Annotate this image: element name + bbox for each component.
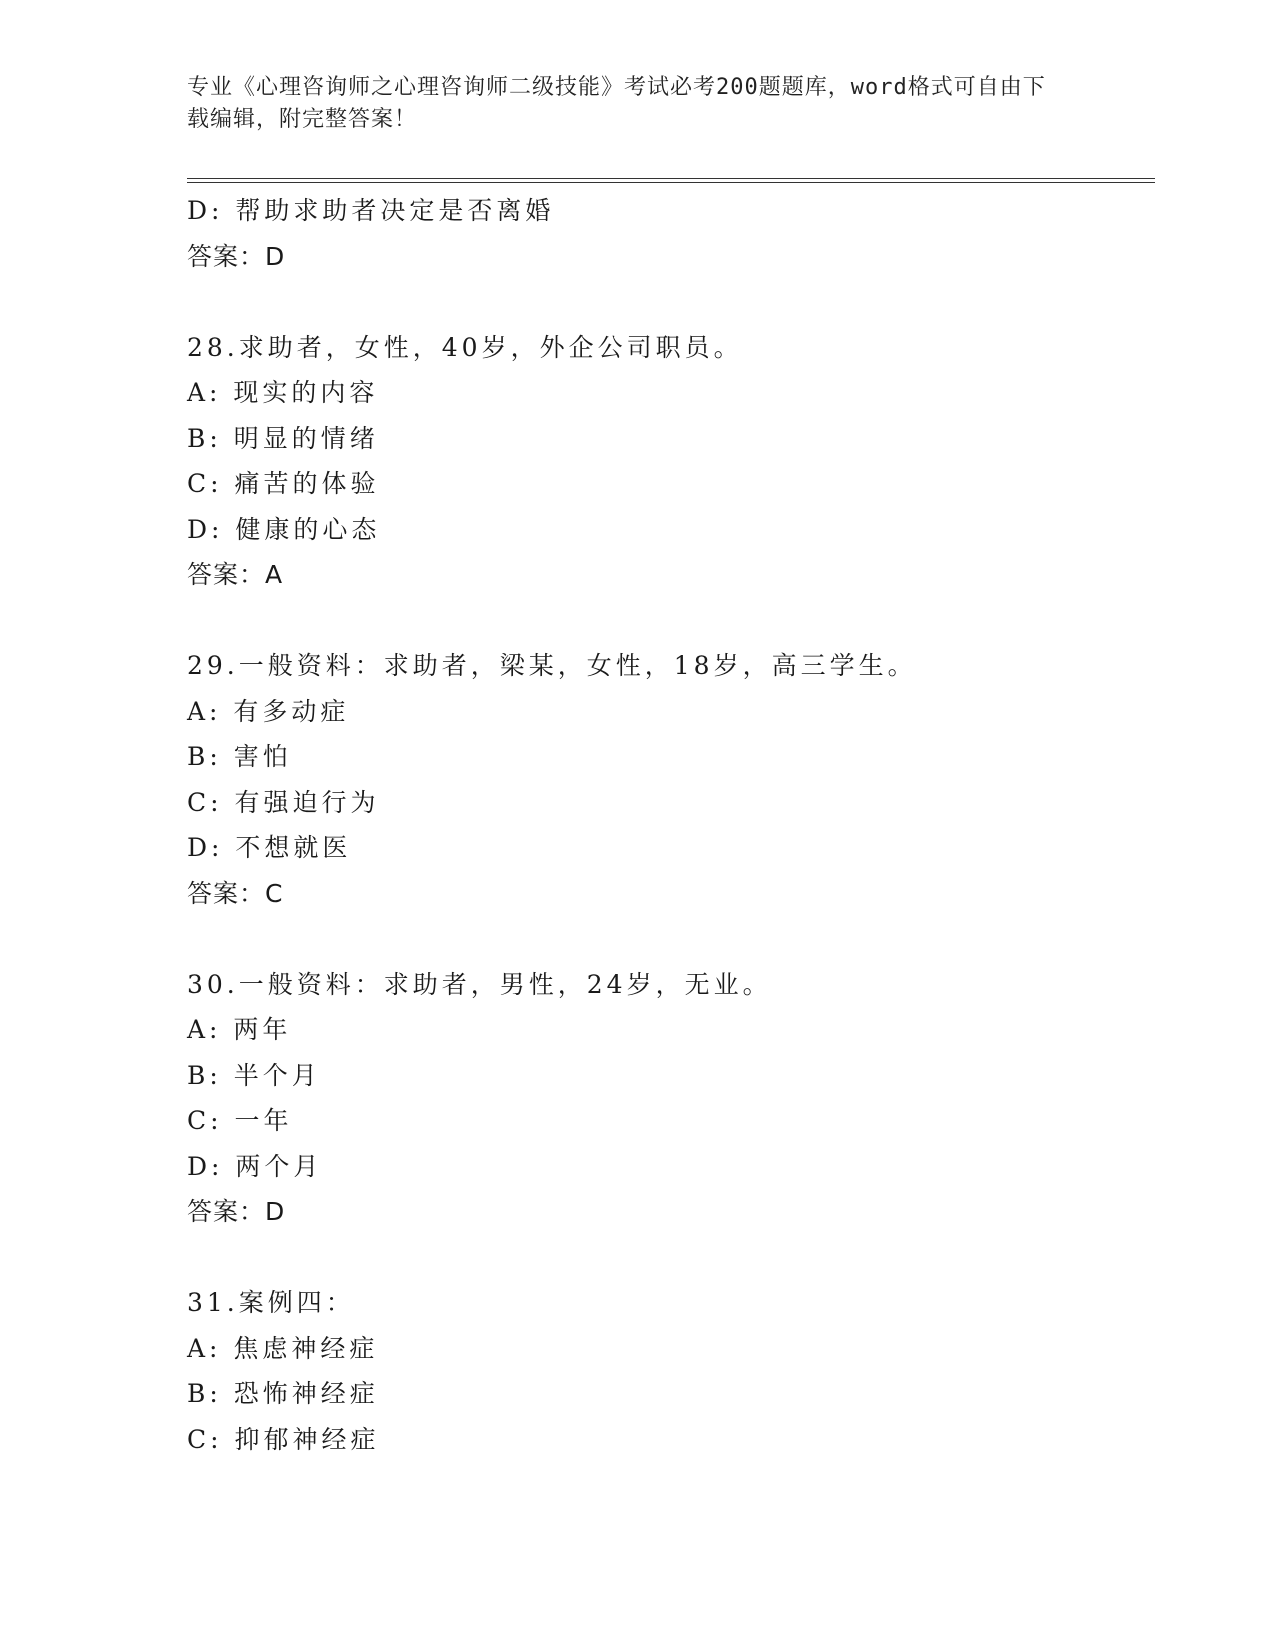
answer: 答案：D — [187, 1197, 286, 1226]
question-31 — [187, 1280, 1147, 1462]
spacer — [187, 916, 1147, 962]
option-c: C: 抑郁神经症 — [187, 1424, 380, 1454]
option-c: C: 痛苦的体验 — [187, 469, 380, 498]
option-b: B: 明显的情绪 — [187, 423, 379, 453]
option-d: D: 健康的心态 — [187, 514, 381, 544]
question-29 — [187, 643, 1147, 916]
option-a: A: 现实的内容 — [187, 378, 379, 407]
carryover-answer: 答案：D — [187, 241, 286, 271]
option-d: D: 不想就医 — [187, 833, 352, 862]
answer: 答案：C — [187, 878, 284, 908]
question-stem: 31.案例四： — [187, 1288, 355, 1317]
spacer — [187, 279, 1147, 325]
option-c: C: 有强迫行为 — [187, 787, 380, 817]
question-30 — [187, 962, 1147, 1235]
option-a: A: 两年 — [187, 1015, 292, 1044]
header-rule-bottom — [187, 182, 1155, 183]
question-stem: 28.求助者，女性，40岁，外企公司职员。 — [187, 332, 743, 362]
header-rule-top — [187, 178, 1155, 179]
question-stem: 30.一般资料：求助者，男性，24岁，无业。 — [187, 969, 772, 999]
spacer — [187, 598, 1147, 644]
option-c: C: 一年 — [187, 1106, 293, 1135]
spacer — [187, 1235, 1147, 1281]
option-b: B: 恐怖神经症 — [187, 1379, 379, 1408]
document-header — [187, 72, 1067, 136]
carryover-option-d: D: 帮助求助者决定是否离婚 — [187, 196, 555, 225]
option-d: D: 两个月 — [187, 1151, 323, 1181]
option-b: B: 半个月 — [187, 1060, 321, 1090]
option-a: A: 有多动症 — [187, 696, 350, 726]
question-list — [187, 188, 1147, 1462]
question-stem: 29.一般资料：求助者，梁某，女性，18岁，高三学生。 — [187, 651, 917, 680]
option-b: B: 害怕 — [187, 742, 292, 771]
answer: 答案：A — [187, 560, 284, 589]
question-28 — [187, 325, 1147, 598]
option-a: A: 焦虑神经症 — [187, 1333, 379, 1363]
header-text: 专业《心理咨询师之心理咨询师二级技能》考试必考200题题库，word格式可自由下载编辑，附完整答案！ — [187, 75, 1046, 132]
